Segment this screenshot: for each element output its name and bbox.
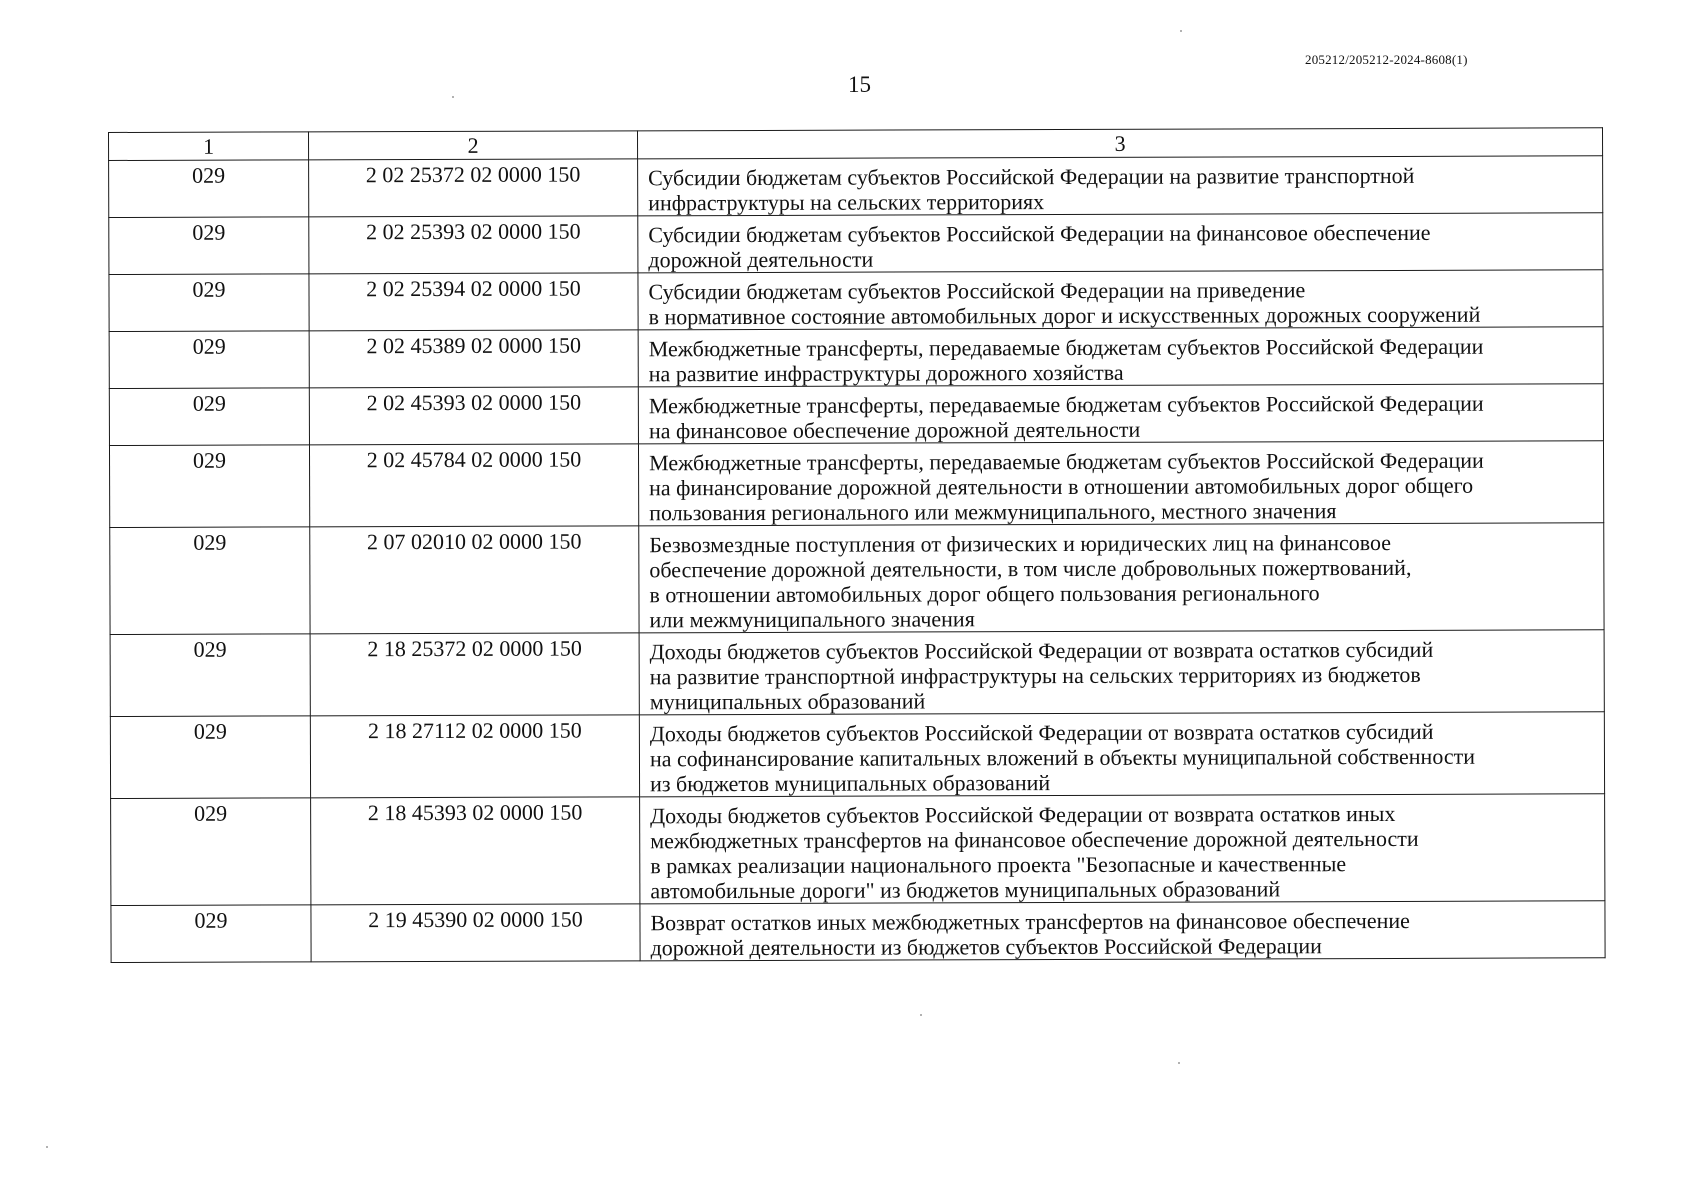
description-cell	[640, 794, 1605, 904]
description-line: на финансирование дорожной деятельности в отношении автомобильных дорог общего	[649, 472, 1474, 501]
column-header-1: 1	[109, 132, 309, 161]
description-line: пользования регионального или межмуниципального, местного значения	[649, 498, 1337, 526]
scan-speck	[1180, 30, 1182, 32]
description-cell	[639, 712, 1604, 797]
column-header-3: 3	[637, 128, 1602, 159]
description-line: Безвозмездные поступления от физических и юридических лиц на финансовое	[649, 529, 1392, 558]
description-cell	[638, 270, 1603, 330]
description-line: в нормативное состояние автомобильных дорог и искусственных дорожных сооружений	[648, 301, 1481, 330]
description-line: в рамках реализации национального проекта "Безопасные и качественные	[650, 851, 1347, 879]
description-line: автомобильные дороги" из бюджетов муниципальных образований	[650, 876, 1281, 904]
table-row	[109, 327, 1603, 389]
description-line: на развитие транспортной инфраструктуры на сельских территориях из бюджетов	[649, 661, 1421, 690]
table-row	[110, 712, 1604, 799]
description-cell	[638, 441, 1603, 526]
description-line: Субсидии бюджетам субъектов Российской Федерации на приведение	[648, 277, 1306, 305]
table-row	[111, 901, 1605, 963]
admin-code-cell: 029	[110, 716, 310, 799]
budget-code-cell: 2 07 02010 02 0000 150	[310, 526, 639, 634]
budget-code-cell: 2 02 25393 02 0000 150	[309, 216, 638, 274]
scan-speck	[920, 1014, 922, 1016]
description-line: Межбюджетные трансферты, передаваемые бюджетам субъектов Российской Федерации	[648, 333, 1484, 362]
admin-code-cell: 029	[109, 217, 309, 275]
admin-code-cell: 029	[109, 160, 309, 218]
admin-code-cell: 029	[109, 445, 309, 528]
description-line: муниципальных образований	[649, 688, 926, 715]
budget-code-cell: 2 18 45393 02 0000 150	[311, 797, 640, 905]
description-cell	[638, 327, 1603, 387]
description-cell	[639, 523, 1604, 633]
description-line: из бюджетов муниципальных образований	[650, 770, 1051, 797]
table-row	[110, 523, 1604, 635]
description-cell	[638, 213, 1603, 273]
document-id: 205212/205212-2024-8608(1)	[1305, 52, 1468, 67]
description-line: обеспечение дорожной деятельности, в том числе добровольных пожертвований,	[649, 554, 1412, 583]
budget-code-cell: 2 02 45393 02 0000 150	[309, 387, 638, 445]
description-line: дорожной деятельности	[648, 246, 874, 273]
budget-code-cell: 2 02 25372 02 0000 150	[309, 159, 638, 217]
column-header-2: 2	[309, 131, 638, 160]
admin-code-cell: 029	[109, 388, 309, 446]
table-row	[111, 794, 1605, 906]
description-line: Субсидии бюджетам субъектов Российской Федерации на развитие транспортной	[648, 162, 1415, 191]
table-row	[109, 384, 1603, 446]
description-line: Субсидии бюджетам субъектов Российской Федерации на финансовое обеспечение	[648, 219, 1431, 248]
table-body	[109, 156, 1606, 963]
admin-code-cell: 029	[111, 905, 311, 963]
budget-code-cell: 2 02 25394 02 0000 150	[309, 273, 638, 331]
table-row	[109, 270, 1603, 332]
description-line: Возврат остатков иных межбюджетных трансфертов на финансовое обеспечение	[650, 907, 1410, 936]
table-row	[109, 441, 1603, 528]
admin-code-cell: 029	[109, 331, 309, 389]
page-number: 15	[848, 72, 871, 97]
description-line: на развитие инфраструктуры дорожного хозяйства	[648, 359, 1124, 387]
description-line: инфраструктуры на сельских территориях	[648, 189, 1045, 216]
description-cell	[638, 156, 1603, 216]
description-line: дорожной деятельности из бюджетов субъектов Российской Федерации	[650, 933, 1322, 961]
description-line: Доходы бюджетов субъектов Российской Федерации от возврата остатков субсидий	[649, 636, 1434, 665]
description-line: Доходы бюджетов субъектов Российской Федерации от возврата остатков субсидий	[649, 718, 1434, 747]
description-line: межбюджетных трансфертов на финансовое обеспечение дорожной деятельности	[650, 825, 1419, 854]
description-line: на софинансирование капитальных вложений в объекты муниципальной собственности	[649, 743, 1476, 772]
budget-code-cell: 2 02 45784 02 0000 150	[309, 444, 638, 527]
table-row	[110, 630, 1604, 717]
scan-speck	[46, 1146, 48, 1148]
scan-speck	[452, 96, 454, 98]
admin-code-cell: 029	[109, 274, 309, 332]
admin-code-cell: 029	[110, 634, 310, 717]
description-line: Межбюджетные трансферты, передаваемые бюджетам субъектов Российской Федерации	[648, 390, 1484, 419]
description-cell	[639, 630, 1604, 715]
table-row	[109, 213, 1603, 275]
budget-code-cell: 2 18 25372 02 0000 150	[310, 633, 639, 716]
description-line: или межмуниципального значения	[649, 606, 975, 633]
budget-code-cell: 2 02 45389 02 0000 150	[309, 330, 638, 388]
table-row	[109, 156, 1603, 218]
scan-speck	[1178, 1062, 1180, 1064]
admin-code-cell: 029	[110, 527, 310, 635]
budget-codes-table	[108, 127, 1606, 963]
budget-code-cell: 2 18 27112 02 0000 150	[310, 715, 639, 798]
description-cell	[640, 901, 1605, 961]
description-line: на финансовое обеспечение дорожной деятельности	[648, 416, 1141, 444]
admin-code-cell: 029	[111, 798, 311, 906]
description-line: в отношении автомобильных дорог общего пользования регионального	[649, 580, 1320, 608]
description-cell	[638, 384, 1603, 444]
description-line: Межбюджетные трансферты, передаваемые бюджетам субъектов Российской Федерации	[649, 447, 1484, 476]
budget-code-cell: 2 19 45390 02 0000 150	[311, 904, 640, 962]
description-line: Доходы бюджетов субъектов Российской Федерации от возврата остатков иных	[650, 800, 1396, 829]
